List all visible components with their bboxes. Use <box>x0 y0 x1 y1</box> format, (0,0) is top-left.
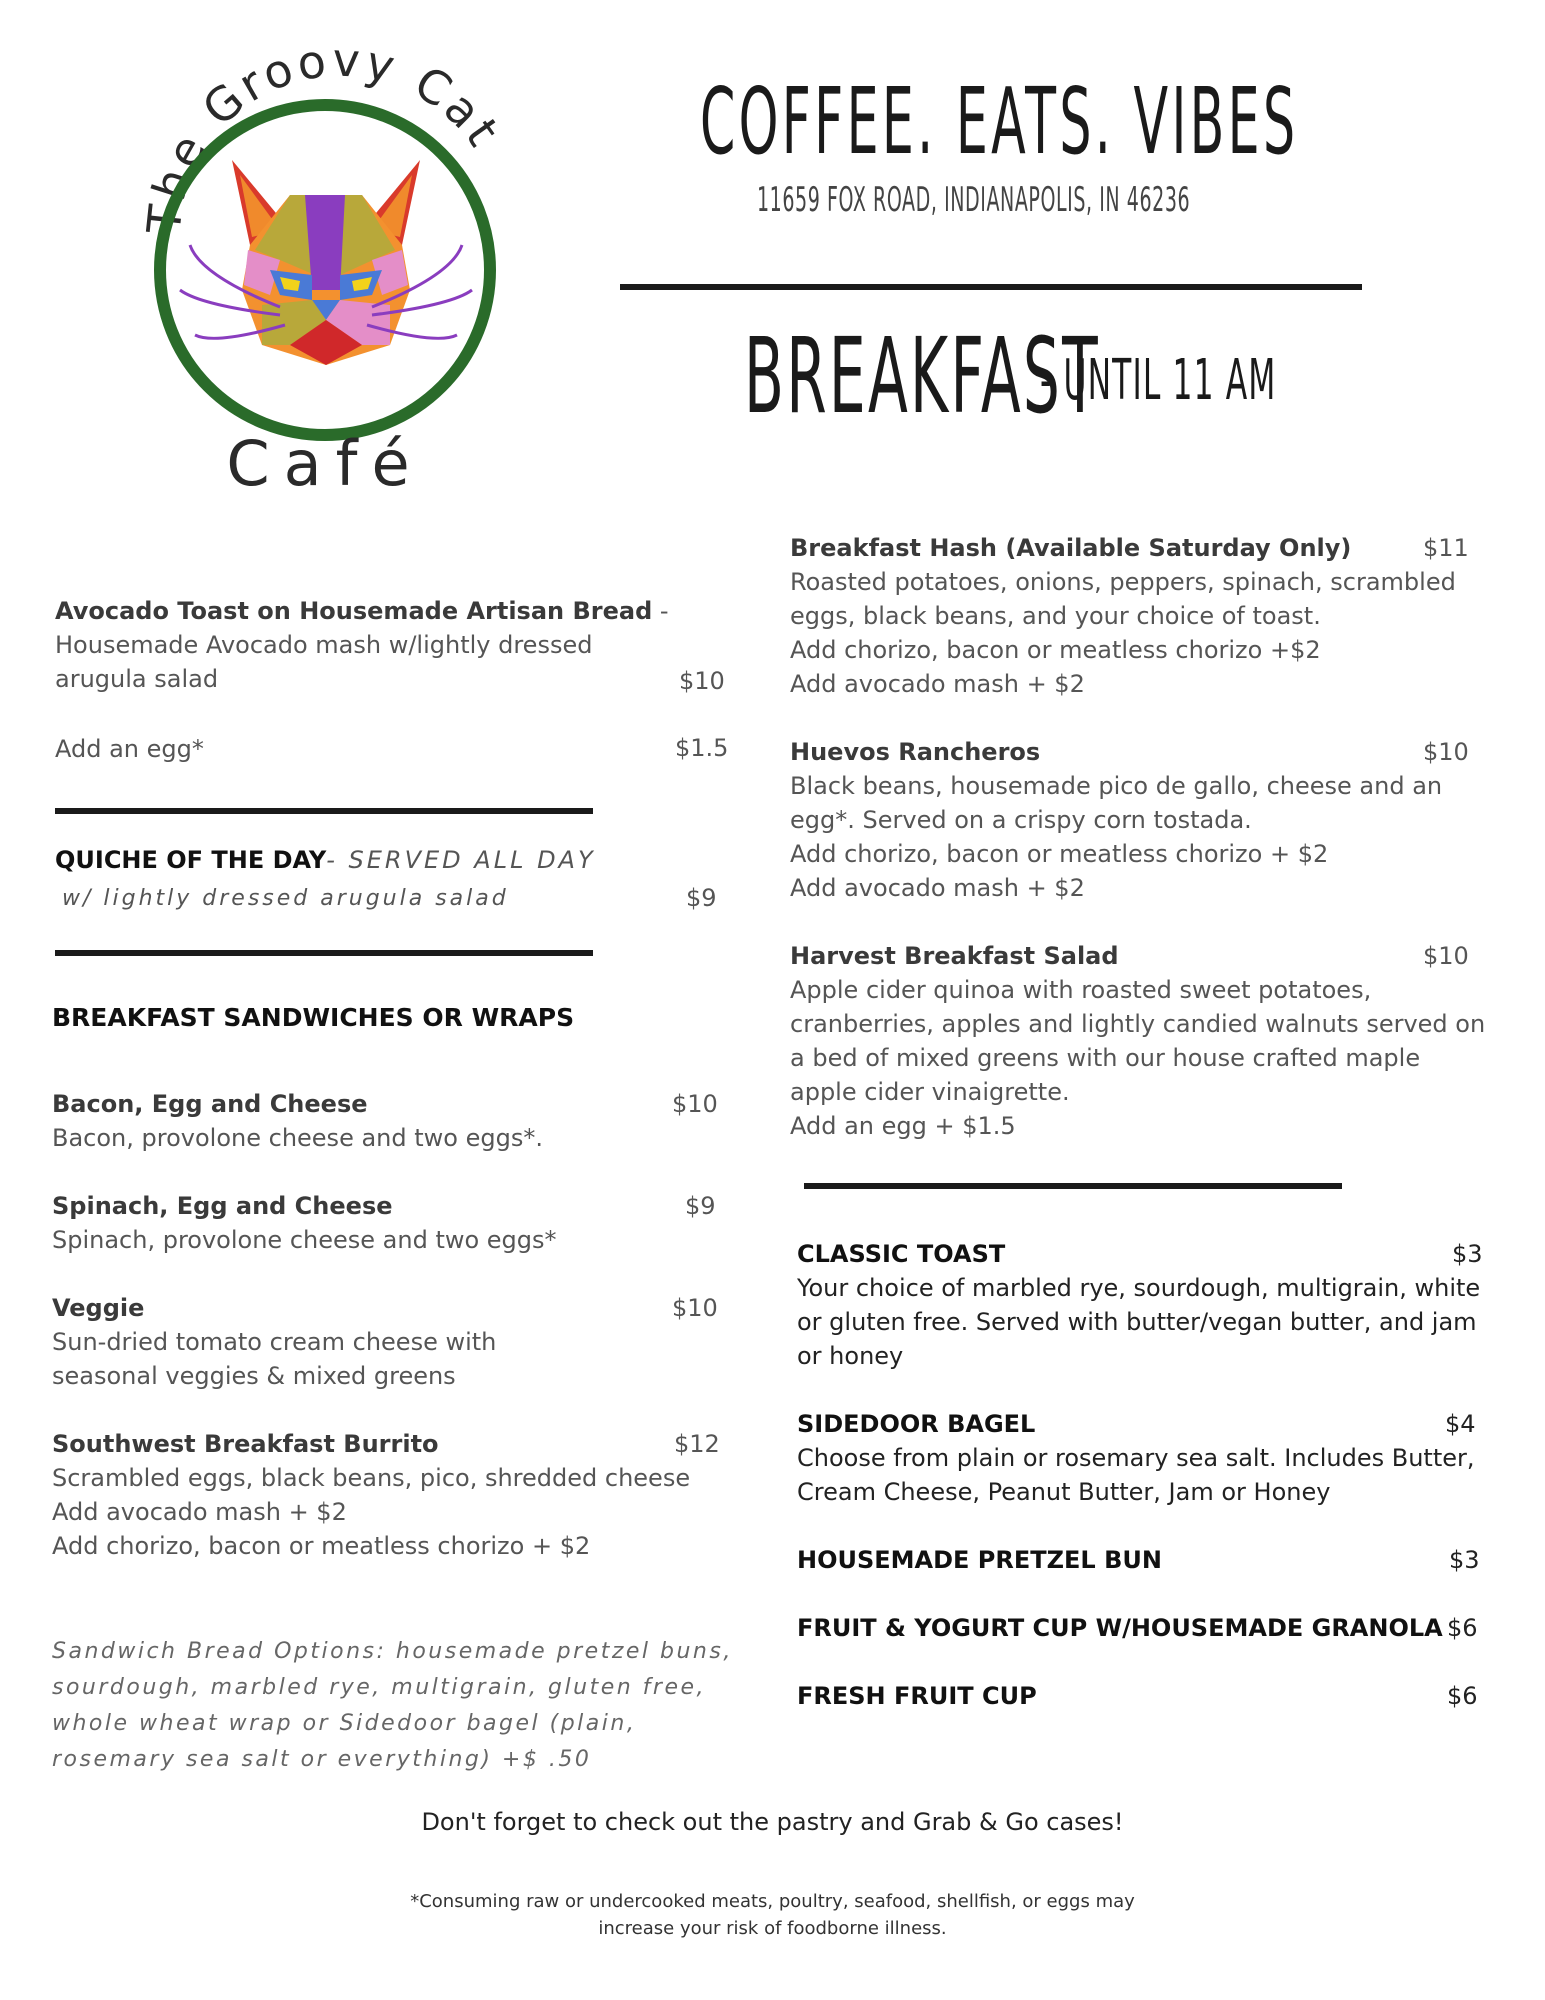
addon-egg-price: $1.5 <box>675 734 729 762</box>
sandwich-price: $9 <box>685 1192 716 1220</box>
header-divider <box>620 284 1362 290</box>
note-line: whole wheat wrap or Sidedoor bagel (plain, <box>52 1711 637 1736</box>
served-note: - SERVED ALL DAY <box>326 846 596 874</box>
avocado-toast-item <box>55 594 669 696</box>
quiche-item <box>55 843 596 877</box>
item-description: or gluten free. Served with butter/vegan butter, and jam <box>797 1308 1477 1336</box>
side-price: $4 <box>1445 1410 1476 1438</box>
side-item: HOUSEMADE PRETZEL BUN <box>797 1546 1162 1574</box>
cat-logo-icon <box>140 45 520 505</box>
sandwich-price: $10 <box>672 1090 718 1118</box>
logo-text-top: The Groovy Cat <box>140 45 512 237</box>
entree-item <box>790 939 1485 1143</box>
item-description: seasonal veggies & mixed greens <box>52 1362 456 1390</box>
entree-price: $10 <box>1423 738 1469 766</box>
dash: - <box>652 597 669 625</box>
side-price: $6 <box>1447 1614 1478 1642</box>
item-description: Add chorizo, bacon or meatless chorizo + $2 <box>790 840 1329 868</box>
quiche-description: w/ lightly dressed arugula salad <box>62 886 509 911</box>
item-description: Add avocado mash + $2 <box>790 670 1085 698</box>
item-description: Sun-dried tomato cream cheese with <box>52 1328 497 1356</box>
entree-item <box>790 735 1442 905</box>
item-description: Black beans, housemade pico de gallo, cheese and an <box>790 772 1443 800</box>
item-description: Spinach, provolone cheese and two eggs* <box>52 1226 557 1254</box>
address: 11659 FOX ROAD, INDIANAPOLIS, IN 46236 <box>757 180 1191 220</box>
item-description: Scrambled eggs, black beans, pico, shredded cheese <box>52 1464 691 1492</box>
side-price: $3 <box>1452 1240 1483 1268</box>
item-description: arugula salad <box>55 665 219 693</box>
sandwich-price: $12 <box>674 1430 720 1458</box>
item-description: a bed of mixed greens with our house crafted maple <box>790 1044 1421 1072</box>
sandwiches-heading: BREAKFAST SANDWICHES OR WRAPS <box>52 1003 575 1032</box>
item-name: Veggie <box>52 1294 145 1322</box>
tagline: COFFEE. EATS. VIBES <box>700 68 1299 175</box>
item-description: Apple cider quinoa with roasted sweet potatoes, <box>790 976 1372 1004</box>
sandwich-item <box>52 1291 496 1393</box>
item-name: Harvest Breakfast Salad <box>790 942 1119 970</box>
item-name: SIDEDOOR BAGEL <box>797 1410 1036 1438</box>
item-name: Bacon, Egg and Cheese <box>52 1090 368 1118</box>
side-price: $6 <box>1447 1682 1478 1710</box>
item-description: Add chorizo, bacon or meatless chorizo + $2 <box>52 1532 591 1560</box>
addon-egg: Add an egg* <box>55 735 204 763</box>
item-name: Southwest Breakfast Burrito <box>52 1430 439 1458</box>
item-description: Housemade Avocado mash w/lightly dressed <box>55 631 593 659</box>
item-name: QUICHE OF THE DAY <box>55 846 327 874</box>
note-line: Sandwich Bread Options: housemade pretzel buns, <box>52 1639 733 1664</box>
disclaimer-line: increase your risk of foodborne illness. <box>598 1918 947 1939</box>
sandwich-item <box>52 1427 690 1563</box>
item-name: Avocado Toast on Housemade Artisan Bread <box>55 597 653 625</box>
note-line: sourdough, marbled rye, multigrain, gluten free, <box>52 1675 707 1700</box>
item-description: Choose from plain or rosemary sea salt. Includes Butter, <box>797 1444 1475 1472</box>
item-description: eggs, black beans, and your choice of toast. <box>790 602 1321 630</box>
divider <box>55 808 593 814</box>
item-description: Bacon, provolone cheese and two eggs*. <box>52 1124 543 1152</box>
item-description: or honey <box>797 1342 904 1370</box>
item-description: Roasted potatoes, onions, peppers, spinach, scrambled <box>790 568 1456 596</box>
side-item: FRUIT & YOGURT CUP W/HOUSEMADE GRANOLA <box>797 1614 1443 1642</box>
item-description: Add avocado mash + $2 <box>790 874 1085 902</box>
item-description: Cream Cheese, Peanut Butter, Jam or Honey <box>797 1478 1331 1506</box>
side-item <box>797 1237 1480 1373</box>
note-line: rosemary sea salt or everything) +$ .50 <box>52 1747 592 1772</box>
cafe-logo <box>140 45 520 505</box>
logo-text-bottom: Café <box>226 427 424 500</box>
divider <box>804 1183 1342 1189</box>
footer-disclaimer <box>0 1888 1545 1942</box>
entree-price: $11 <box>1423 534 1469 562</box>
side-item: FRESH FRUIT CUP <box>797 1682 1037 1710</box>
item-description: Your choice of marbled rye, sourdough, multigrain, white <box>797 1274 1481 1302</box>
section-title: BREAKFAST <box>744 315 1100 437</box>
item-description: Add an egg + $1.5 <box>790 1112 1016 1140</box>
side-item <box>797 1407 1475 1509</box>
entree-item <box>790 531 1456 701</box>
bread-options-note <box>52 1634 733 1778</box>
divider <box>55 950 593 956</box>
avocado-toast-price: $10 <box>679 667 725 695</box>
item-name: CLASSIC TOAST <box>797 1240 1006 1268</box>
item-name: Spinach, Egg and Cheese <box>52 1192 393 1220</box>
item-description: apple cider vinaigrette. <box>790 1078 1070 1106</box>
item-description: egg*. Served on a crispy corn tostada. <box>790 806 1252 834</box>
sandwich-price: $10 <box>672 1294 718 1322</box>
item-description: cranberries, apples and lightly candied walnuts served on <box>790 1010 1486 1038</box>
section-subtitle: - UNTIL 11 AM <box>1040 348 1277 413</box>
sandwich-item <box>52 1189 557 1257</box>
item-description: Add chorizo, bacon or meatless chorizo +$2 <box>790 636 1321 664</box>
entree-price: $10 <box>1423 942 1469 970</box>
item-name: Breakfast Hash (Available Saturday Only) <box>790 534 1352 562</box>
disclaimer-line: *Consuming raw or undercooked meats, poultry, seafood, shellfish, or eggs may <box>410 1891 1135 1912</box>
item-description: Add avocado mash + $2 <box>52 1498 347 1526</box>
sandwich-item <box>52 1087 543 1155</box>
side-price: $3 <box>1449 1546 1480 1574</box>
footer-reminder: Don't forget to check out the pastry and Grab & Go cases! <box>421 1808 1124 1836</box>
quiche-price: $9 <box>686 884 717 912</box>
item-name: Huevos Rancheros <box>790 738 1041 766</box>
